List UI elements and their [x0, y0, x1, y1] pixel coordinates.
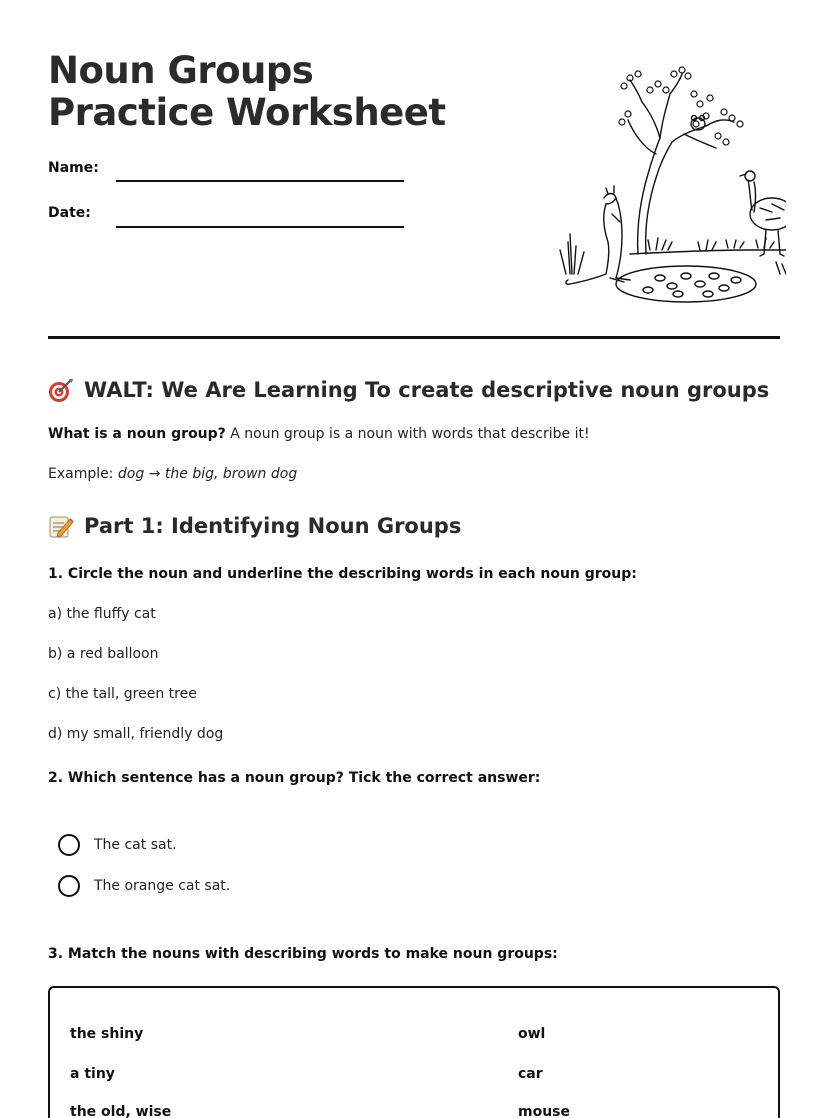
example-prefix: Example: [48, 466, 118, 482]
question-1: 1. Circle the noun and underline the describing words in each noun group: [48, 566, 637, 582]
question-2: 2. Which sentence has a noun group? Tick the correct answer: [48, 770, 541, 786]
example-noun-group: the big, brown dog [164, 466, 298, 482]
list-item: a) the fluffy cat [48, 606, 156, 622]
kangaroo-emu-tree-illustration [510, 64, 786, 308]
match-row [70, 1026, 760, 1042]
answer-option-2[interactable] [48, 871, 230, 901]
name-field[interactable] [116, 180, 404, 182]
answer-option-label: The orange cat sat. [94, 878, 231, 894]
list-item: b) a red balloon [48, 646, 159, 662]
page-title: Noun Groups Practice Worksheet [48, 49, 446, 134]
definition-body: A noun group is a noun with words that describe it! [225, 426, 590, 442]
match-left-item[interactable]: the shiny [70, 1026, 144, 1042]
worksheet-header [48, 0, 780, 340]
match-right-item[interactable]: mouse [518, 1104, 571, 1118]
example-noun: dog [117, 466, 145, 482]
match-right-item[interactable]: car [518, 1066, 543, 1082]
answer-option-1[interactable] [48, 830, 177, 860]
definition-text [48, 424, 590, 444]
memo-icon [48, 513, 74, 539]
match-row [70, 1104, 760, 1118]
example-text [48, 464, 297, 484]
question-3: 3. Match the nouns with describing words to make noun groups: [48, 946, 558, 962]
radio-circle[interactable] [58, 875, 80, 897]
example-arrow: → [144, 466, 165, 482]
list-item: c) the tall, green tree [48, 686, 197, 702]
date-label: Date: [48, 205, 91, 221]
match-left-item[interactable]: the old, wise [70, 1104, 172, 1118]
radio-circle[interactable] [58, 834, 80, 856]
walt-heading: WALT: We Are Learning To create descriptive noun groups [84, 378, 770, 402]
definition-bold: What is a noun group? [48, 426, 226, 442]
match-row [70, 1066, 760, 1082]
header-divider [48, 336, 780, 339]
answer-option-label: The cat sat. [94, 837, 177, 853]
part1-heading: Part 1: Identifying Noun Groups [84, 514, 462, 538]
match-right-item[interactable]: owl [518, 1026, 546, 1042]
list-item: d) my small, friendly dog [48, 726, 224, 742]
date-field[interactable] [116, 226, 404, 228]
walt-heading-row [48, 372, 769, 408]
match-left-item[interactable]: a tiny [70, 1066, 115, 1082]
part1-heading-row [48, 508, 461, 544]
matching-box [48, 986, 780, 1118]
name-label: Name: [48, 160, 99, 176]
target-icon [48, 377, 74, 403]
